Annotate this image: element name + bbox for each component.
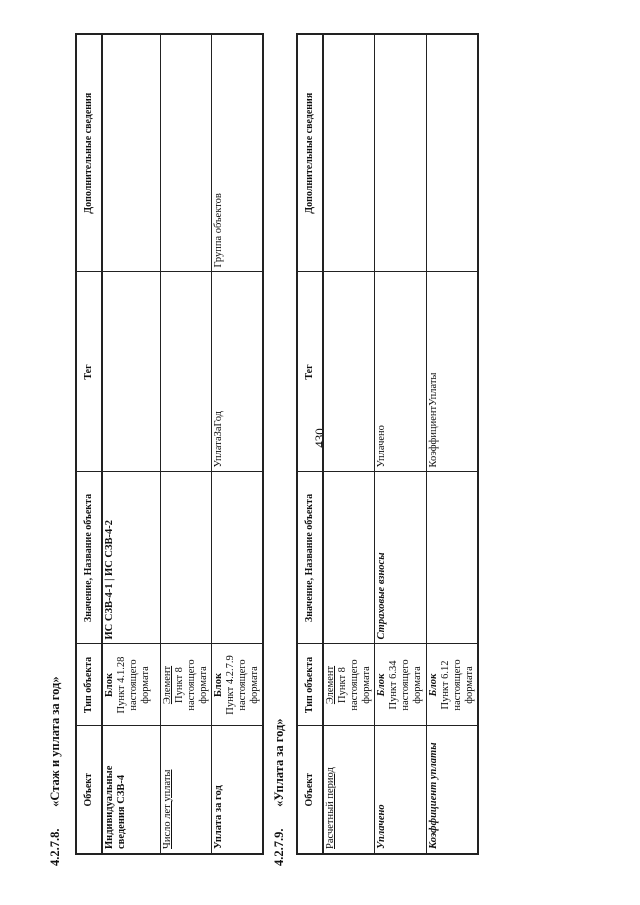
col-header-object: Объект [76,726,102,854]
type-title: Блок [427,673,439,697]
cell-type [160,644,211,726]
type-ref: Пункт 6.12 настоящего формата [439,659,475,711]
col-header-tag: Тег [76,272,102,472]
table-row [375,34,426,854]
type-title: Блок [104,673,115,697]
col-header-type: Тип объекта [297,644,323,726]
type-title: Элемент [161,665,173,705]
table-row [160,34,211,854]
cell-value: Страховые взносы [375,472,426,644]
cell-value [323,472,375,644]
cell-tag: Уплачено [375,272,426,472]
cell-object: Уплачено [375,726,426,854]
section-title: «Стаж и уплата за год» [48,676,62,807]
cell-object: Уплата за год [211,726,263,854]
table-header-row [297,34,323,854]
cell-type [102,644,160,726]
section-number: 4.2.7.9. [272,828,286,866]
table-header-row [76,34,102,854]
cell-extra: Группа объектов [211,34,263,272]
table-row [102,34,160,854]
cell-extra [323,34,375,272]
table-row [426,34,478,854]
type-ref: Пункт 4.2.7.9 настоящего формата [224,655,260,715]
type-title: Блок [376,673,388,697]
type-ref: Пункт 4.1.28 настоящего формата [116,656,152,714]
cell-tag: УплатаЗаГод [211,272,263,472]
page-number: 430 [312,428,327,448]
cell-tag [160,272,211,472]
section-number: 4.2.7.8. [48,828,62,866]
cell-type [375,644,426,726]
table-row [323,34,375,854]
table-uplata-za-god [296,33,479,855]
cell-extra [426,34,478,272]
col-header-extra: Дополнительные сведения [76,34,102,272]
cell-type [426,644,478,726]
table-row [211,34,263,854]
cell-object: Число лет уплаты [160,726,211,854]
cell-value: ИС СЗВ-4-1 | ИС СЗВ-4-2 [102,472,160,644]
cell-value [426,472,478,644]
type-title: Блок [212,673,224,697]
cell-tag [102,272,160,472]
cell-extra [375,34,426,272]
section-title: «Уплата за год» [272,718,286,807]
cell-object: Расчетный период [323,726,375,854]
col-header-value: Значение, Название объекта [297,472,323,644]
cell-object: Коэффициент уплаты [426,726,478,854]
cell-type [323,644,375,726]
type-title: Элемент [325,665,336,705]
col-header-tag: Тег [297,272,323,472]
cell-value [211,472,263,644]
type-ref: Пункт 8 настоящего формата [337,659,373,711]
cell-extra [160,34,211,272]
col-header-value: Значение, Название объекта [76,472,102,644]
type-ref: Пункт 6.34 настоящего формата [388,659,424,711]
col-header-type: Тип объекта [76,644,102,726]
col-header-object: Объект [297,726,323,854]
section-heading-4-2-7-9 [272,718,287,866]
cell-object: Индивидуальные сведения СЗВ-4 [102,726,160,854]
cell-value [160,472,211,644]
section-heading-4-2-7-8 [48,676,63,866]
cell-type [211,644,263,726]
cell-extra [102,34,160,272]
cell-tag [323,272,375,472]
cell-tag: КоэффициентУплаты [426,272,478,472]
col-header-extra: Дополнительные сведения [297,34,323,272]
table-staj-i-uplata [75,33,264,855]
type-ref: Пункт 8 настоящего формата [173,659,209,711]
